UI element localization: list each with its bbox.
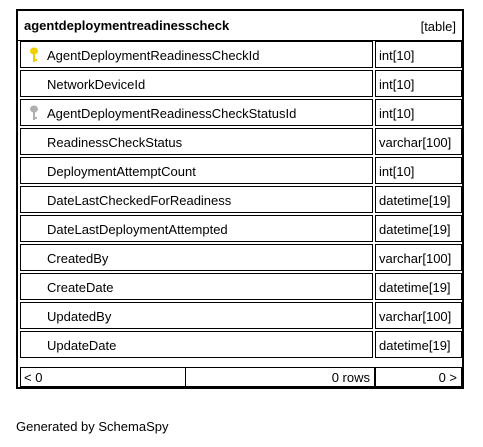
column-name: UpdateDate <box>47 338 117 353</box>
column-name-cell <box>20 41 373 68</box>
column-type: datetime[19] <box>379 193 451 208</box>
column-type: int[10] <box>379 77 415 92</box>
table-kind: [table] <box>420 19 456 34</box>
column-row[interactable] <box>18 214 462 243</box>
column-type: int[10] <box>379 48 415 63</box>
column-row[interactable] <box>18 301 462 330</box>
column-type-cell <box>375 70 462 97</box>
column-name-cell <box>20 128 373 155</box>
column-name: UpdatedBy <box>47 309 112 324</box>
column-name-cell <box>20 70 373 97</box>
column-type-cell <box>375 128 462 155</box>
column-name: ReadinessCheckStatus <box>47 135 183 150</box>
column-row[interactable] <box>18 127 462 156</box>
generated-by-label: Generated by SchemaSpy <box>16 419 169 434</box>
column-row[interactable] <box>18 272 462 301</box>
column-type-cell <box>375 302 462 329</box>
parents-count-cell <box>375 367 462 387</box>
column-type-cell <box>375 186 462 213</box>
column-type: datetime[19] <box>379 222 451 237</box>
column-row[interactable] <box>18 185 462 214</box>
table-footer <box>18 366 462 387</box>
children-count-cell <box>20 367 186 387</box>
column-name-cell <box>20 99 373 126</box>
column-name: DateLastCheckedForReadiness <box>47 193 232 208</box>
column-name: AgentDeploymentReadinessCheckStatusId <box>47 106 297 121</box>
column-type-cell <box>375 331 462 358</box>
column-type-cell <box>375 273 462 300</box>
column-name: CreatedBy <box>47 251 109 266</box>
column-name: DateLastDeploymentAttempted <box>47 222 228 237</box>
foreign-key-icon <box>29 105 39 123</box>
column-type: datetime[19] <box>379 280 451 295</box>
column-type: varchar[100] <box>379 251 452 266</box>
primary-key-icon <box>29 47 39 65</box>
column-name-cell <box>20 186 373 213</box>
column-name-cell <box>20 215 373 242</box>
column-name-cell <box>20 302 373 329</box>
column-type-cell <box>375 41 462 68</box>
table-name[interactable]: agentdeploymentreadinesscheck <box>24 18 230 33</box>
column-row[interactable] <box>18 40 462 69</box>
column-name-cell <box>20 157 373 184</box>
row-count-cell <box>185 367 375 387</box>
column-type: int[10] <box>379 164 415 179</box>
column-type: varchar[100] <box>379 135 452 150</box>
column-type: datetime[19] <box>379 338 451 353</box>
column-name: CreateDate <box>47 280 114 295</box>
column-type-cell <box>375 99 462 126</box>
column-name-cell <box>20 331 373 358</box>
parents-count[interactable]: 0 > <box>438 370 457 385</box>
column-name: DeploymentAttemptCount <box>47 164 196 179</box>
column-name: AgentDeploymentReadinessCheckId <box>47 48 260 63</box>
column-type: varchar[100] <box>379 309 452 324</box>
column-type-cell <box>375 215 462 242</box>
column-name-cell <box>20 244 373 271</box>
column-name-cell <box>20 273 373 300</box>
children-count[interactable]: < 0 <box>24 370 43 385</box>
column-name: NetworkDeviceId <box>47 77 146 92</box>
column-type-cell <box>375 244 462 271</box>
column-row[interactable] <box>18 69 462 98</box>
column-type: int[10] <box>379 106 415 121</box>
table-node <box>16 9 464 389</box>
column-row[interactable] <box>18 330 462 359</box>
column-row[interactable] <box>18 243 462 272</box>
table-header <box>18 11 462 41</box>
column-row[interactable] <box>18 156 462 185</box>
column-type-cell <box>375 157 462 184</box>
column-row[interactable] <box>18 98 462 127</box>
row-count: 0 rows <box>331 370 370 385</box>
